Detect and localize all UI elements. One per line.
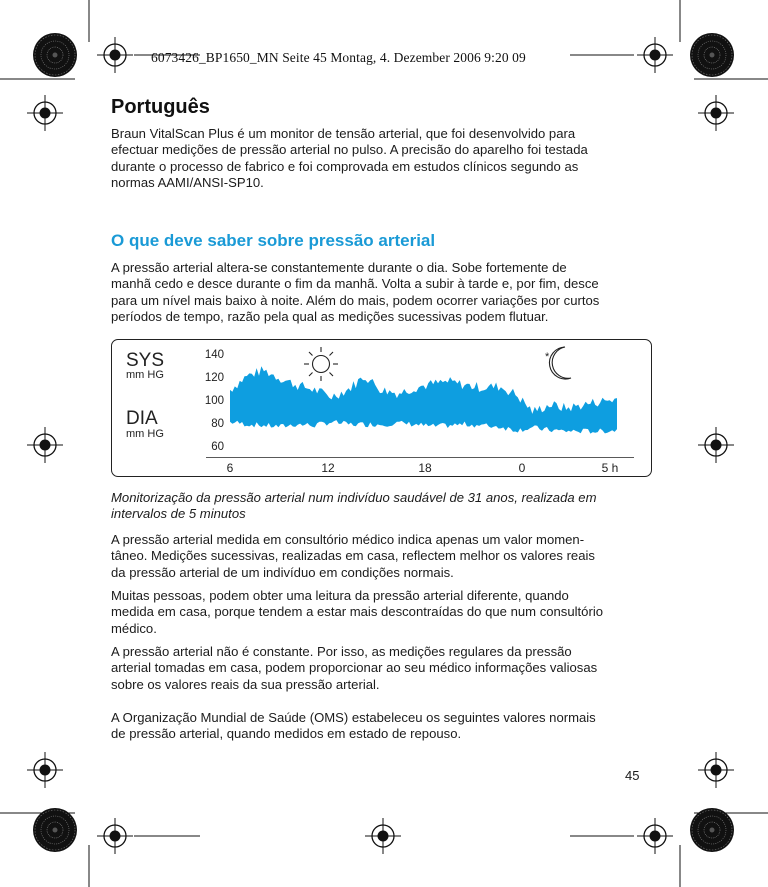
chart-canvas [112, 340, 653, 478]
y-tick-label: 60 [211, 441, 224, 453]
x-tick-label: 6 [226, 461, 234, 475]
star-icon: * [545, 351, 550, 363]
registration-mark-icon [27, 427, 63, 463]
sun-icon [304, 347, 338, 381]
intro-paragraph [111, 126, 656, 191]
x-tick-label: 12 [321, 461, 335, 475]
paragraph-3 [111, 644, 656, 693]
blood-pressure-chart [111, 339, 652, 477]
text-line: de pressão arterial, quando medidos em estado de repouso. [111, 726, 462, 742]
moon-icon [549, 347, 571, 379]
text-line: tâneo. Medições sucessivas, realizadas em casa, reflectem melhor os valores reais [111, 548, 595, 564]
star-target-icon [690, 33, 734, 77]
paragraph-4 [111, 710, 656, 743]
text-line: médico. [111, 620, 157, 636]
sys-unit-label: mm HG [126, 369, 164, 381]
text-line: manhã cedo e desce durante o fim da manhã. Volta a subir à tarde e, por fim, desce [111, 276, 599, 292]
text-line: A pressão arterial medida em consultório médico indica apenas um valor momen- [111, 532, 585, 547]
star-target-icon [690, 808, 734, 852]
registration-mark-icon [698, 95, 734, 131]
registration-mark-icon [97, 818, 133, 854]
registration-mark-icon [27, 95, 63, 131]
y-tick-label: 80 [211, 418, 224, 430]
paragraph-1 [111, 532, 656, 581]
registration-mark-icon [698, 752, 734, 788]
x-tick-label: 18 [418, 461, 432, 475]
text-line: arterial tomadas em casa, podem proporcionar ao seu médico informações valiosas [111, 660, 598, 676]
text-line: durante o processo de fabrico e foi comprovada em estudos clínicos segundo as [111, 158, 579, 174]
paragraph-2 [111, 588, 656, 637]
registration-mark-icon [365, 818, 401, 854]
text-line: Muitas pessoas, podem obter uma leitura da pressão arterial diferente, quando [111, 588, 569, 603]
text-line: Monitorização da pressão arterial num indivíduo saudável de 31 anos, realizada em [111, 490, 597, 505]
section-paragraph [111, 260, 656, 325]
language-heading: Português [111, 96, 210, 118]
chart-caption [111, 490, 656, 523]
registration-mark-icon [637, 818, 673, 854]
text-line: períodos de tempo, razão pela qual as medições sucessivas podem flutuar. [111, 308, 549, 324]
text-line: medida em casa, porque tendem a estar mais descontraídas do que num consultório [111, 604, 604, 620]
text-line: Braun VitalScan Plus é um monitor de tensão arterial, que foi desenvolvido para [111, 126, 576, 141]
star-target-icon [33, 33, 77, 77]
sys-label: SYS [126, 350, 165, 371]
y-tick-label: 120 [204, 372, 224, 384]
registration-mark-icon [27, 752, 63, 788]
section-heading: O que deve saber sobre pressão arterial [111, 231, 436, 250]
dia-unit-label: mm HG [126, 428, 164, 440]
y-tick-label: 140 [204, 349, 224, 361]
bp-range-area [230, 366, 617, 433]
registration-mark-icon [698, 427, 734, 463]
text-line: normas AAMI/ANSI-SP10. [111, 174, 264, 190]
text-line: A pressão arterial altera-se constantemente durante o dia. Sobe fortemente de [111, 260, 567, 275]
dia-label: DIA [126, 408, 158, 429]
text-line: sobre os valores reais da sua pressão arterial. [111, 676, 380, 692]
page-number: 45 [625, 768, 640, 783]
print-slug: 6073426_BP1650_MN Seite 45 Montag, 4. Dezember 2006 9:20 09 [151, 50, 526, 65]
x-tick-label: 0 [518, 461, 526, 475]
text-line: para um nível mais baixo à noite. Além do mais, podem ocorrer variações por curtos [111, 292, 600, 308]
text-line: da pressão arterial de um indivíduo em condições normais. [111, 564, 454, 580]
star-target-icon [33, 808, 77, 852]
registration-mark-icon [97, 37, 133, 73]
text-line: A Organização Mundial de Saúde (OMS) estabeleceu os seguintes valores normais [111, 710, 596, 725]
registration-mark-icon [637, 37, 673, 73]
x-tick-label: 5 h [601, 461, 619, 475]
y-tick-label: 100 [204, 395, 224, 407]
text-line: intervalos de 5 minutos [111, 506, 246, 522]
text-line: efectuar medições de pressão arterial no pulso. A precisão do aparelho foi testada [111, 142, 588, 158]
text-line: A pressão arterial não é constante. Por isso, as medições regulares da pressão [111, 644, 572, 659]
